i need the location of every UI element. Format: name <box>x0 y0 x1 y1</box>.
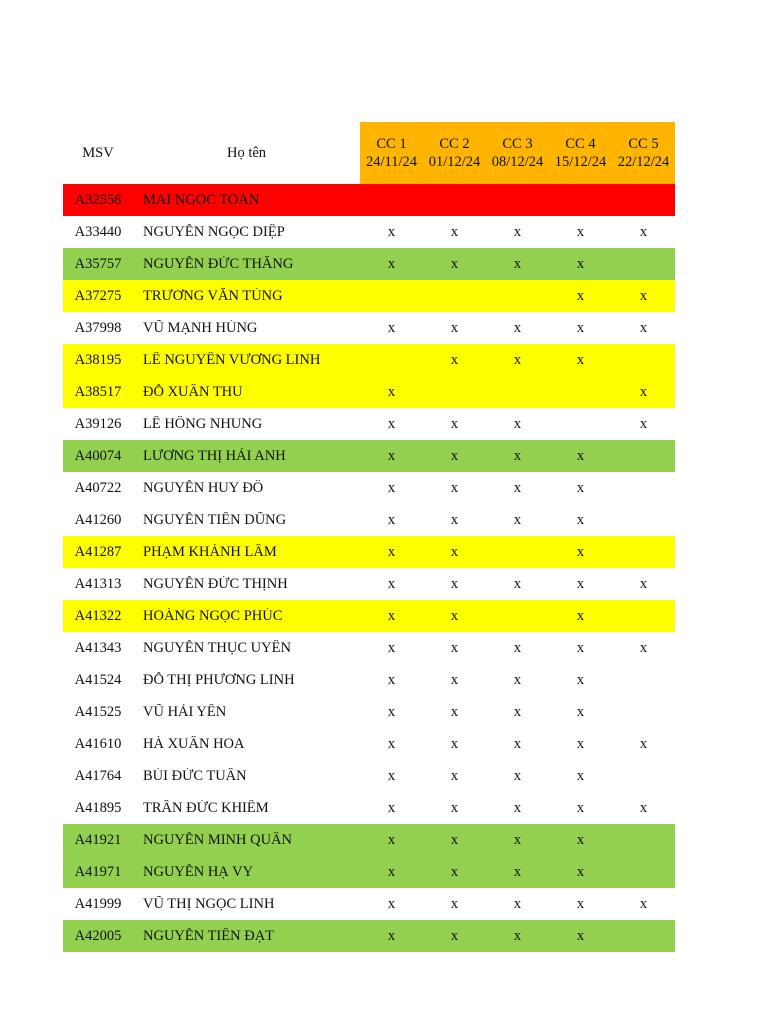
cell-session-4[interactable]: x <box>576 351 585 368</box>
cell-session-3[interactable]: x <box>513 447 522 464</box>
header-session-4[interactable] <box>549 122 612 184</box>
header-session-3[interactable] <box>486 122 549 184</box>
cell-session-2[interactable]: x <box>450 543 459 560</box>
cell-msv[interactable]: A41764 <box>74 767 122 784</box>
cell-name[interactable]: VŨ THỊ NGỌC LINH <box>143 895 275 912</box>
cell-msv[interactable]: A33440 <box>74 223 122 240</box>
cell-name[interactable]: VŨ HẢI YẾN <box>143 703 227 720</box>
table-row <box>63 216 675 248</box>
cell-session-1[interactable]: x <box>387 927 396 944</box>
cell-session-4[interactable]: x <box>576 703 585 720</box>
session-date: 08/12/24 <box>491 154 544 170</box>
cell-session-1[interactable]: x <box>387 703 396 720</box>
cell-session-5[interactable]: x <box>639 639 648 656</box>
table-row <box>63 568 675 600</box>
cell-session-3[interactable]: x <box>513 799 522 816</box>
table-row <box>63 600 675 632</box>
table-row <box>63 344 675 376</box>
table-row <box>63 728 675 760</box>
cell-name[interactable]: LÊ HỒNG NHUNG <box>143 415 263 432</box>
cell-session-2[interactable]: x <box>450 639 459 656</box>
cell-session-4[interactable]: x <box>576 511 585 528</box>
table-row <box>63 664 675 696</box>
table-row <box>63 696 675 728</box>
cell-msv[interactable]: A41971 <box>74 863 122 880</box>
session-label: CC 2 <box>439 136 470 152</box>
cell-msv[interactable]: A41313 <box>74 575 122 592</box>
header-msv[interactable]: MSV <box>82 144 114 161</box>
table-row <box>63 856 675 888</box>
cell-session-5[interactable]: x <box>639 735 648 752</box>
cell-session-2[interactable]: x <box>450 607 459 624</box>
table-row <box>63 280 675 312</box>
cell-name[interactable]: NGUYỄN HUY ĐÔ <box>143 479 264 496</box>
table-row <box>63 248 675 280</box>
cell-session-5[interactable]: x <box>639 223 648 240</box>
cell-session-1[interactable]: x <box>387 255 396 272</box>
cell-session-2[interactable]: x <box>450 255 459 272</box>
cell-msv[interactable]: A41999 <box>74 895 122 912</box>
cell-session-1[interactable]: x <box>387 575 396 592</box>
cell-session-4[interactable]: x <box>576 223 585 240</box>
cell-session-4[interactable]: x <box>576 607 585 624</box>
table-row <box>63 888 675 920</box>
cell-session-2[interactable]: x <box>450 799 459 816</box>
session-date: 15/12/24 <box>554 154 607 170</box>
header-row <box>63 122 675 184</box>
session-label: CC 1 <box>376 136 407 152</box>
cell-session-4[interactable]: x <box>576 319 585 336</box>
cell-session-2[interactable]: x <box>450 735 459 752</box>
cell-session-3[interactable]: x <box>513 511 522 528</box>
cell-name[interactable]: BÙI ĐỨC TUẤN <box>143 767 247 784</box>
cell-msv[interactable]: A40074 <box>74 447 122 464</box>
cell-session-2[interactable]: x <box>450 511 459 528</box>
cell-session-3[interactable]: x <box>513 319 522 336</box>
session-label: CC 5 <box>628 136 659 152</box>
table-row <box>63 312 675 344</box>
cell-session-3[interactable]: x <box>513 671 522 688</box>
cell-session-2[interactable]: x <box>450 447 459 464</box>
cell-session-2[interactable]: x <box>450 671 459 688</box>
cell-session-4[interactable]: x <box>576 799 585 816</box>
cell-name[interactable]: NGUYỄN ĐỨC THỊNH <box>143 575 288 592</box>
cell-session-3[interactable]: x <box>513 223 522 240</box>
table-row <box>63 440 675 472</box>
cell-msv[interactable]: A38195 <box>74 351 122 368</box>
cell-msv[interactable]: A40722 <box>74 479 122 496</box>
cell-session-2[interactable]: x <box>450 831 459 848</box>
cell-session-2[interactable]: x <box>450 895 459 912</box>
cell-session-4[interactable]: x <box>576 575 585 592</box>
table-row <box>63 632 675 664</box>
cell-session-2[interactable]: x <box>450 863 459 880</box>
cell-session-5[interactable]: x <box>639 287 648 304</box>
cell-msv[interactable]: A41343 <box>74 639 122 656</box>
table-row <box>63 184 675 216</box>
cell-session-4[interactable]: x <box>576 639 585 656</box>
table-row <box>63 472 675 504</box>
cell-session-3[interactable]: x <box>513 351 522 368</box>
cell-name[interactable]: NGUYỄN THỤC UYÊN <box>143 639 291 656</box>
cell-name[interactable]: NGUYỄN TIẾN DŨNG <box>143 511 287 528</box>
header-name[interactable]: Họ tên <box>226 144 267 161</box>
table-row <box>63 824 675 856</box>
cell-msv[interactable]: A41525 <box>74 703 122 720</box>
cell-session-3[interactable]: x <box>513 415 522 432</box>
cell-msv[interactable]: A41524 <box>74 671 122 688</box>
cell-session-2[interactable]: x <box>450 479 459 496</box>
cell-session-3[interactable]: x <box>513 863 522 880</box>
header-session-2[interactable] <box>423 122 486 184</box>
session-header-block <box>360 122 675 184</box>
cell-session-4[interactable]: x <box>576 255 585 272</box>
cell-msv[interactable]: A39126 <box>74 415 122 432</box>
cell-session-1[interactable]: x <box>387 415 396 432</box>
cell-session-3[interactable]: x <box>513 703 522 720</box>
cell-session-1[interactable]: x <box>387 895 396 912</box>
cell-msv[interactable]: A32558 <box>74 191 122 208</box>
header-session-5[interactable] <box>612 122 675 184</box>
cell-session-1[interactable]: x <box>387 223 396 240</box>
cell-session-2[interactable]: x <box>450 319 459 336</box>
session-label: CC 4 <box>565 136 596 152</box>
cell-name[interactable]: MAI NGỌC TOÀN <box>143 191 260 208</box>
cell-session-1[interactable]: x <box>387 607 396 624</box>
cell-name[interactable]: HÀ XUÂN HOA <box>143 735 245 752</box>
cell-session-3[interactable]: x <box>513 767 522 784</box>
cell-session-5[interactable]: x <box>639 575 648 592</box>
cell-session-1[interactable]: x <box>387 767 396 784</box>
cell-session-3[interactable]: x <box>513 895 522 912</box>
cell-session-1[interactable]: x <box>387 447 396 464</box>
cell-name[interactable]: NGUYỄN ĐỨC THẮNG <box>143 255 294 272</box>
cell-name[interactable]: NGUYỄN HẠ VY <box>143 863 254 880</box>
cell-session-4[interactable]: x <box>576 927 585 944</box>
cell-session-3[interactable]: x <box>513 575 522 592</box>
session-date: 22/12/24 <box>617 154 670 170</box>
cell-session-4[interactable]: x <box>576 831 585 848</box>
cell-session-3[interactable]: x <box>513 927 522 944</box>
cell-session-3[interactable]: x <box>513 831 522 848</box>
cell-name[interactable]: HOÀNG NGỌC PHÚC <box>143 607 283 624</box>
table-row <box>63 376 675 408</box>
cell-session-4[interactable]: x <box>576 287 585 304</box>
cell-name[interactable]: NGUYỄN MINH QUÂN <box>143 831 293 848</box>
table-row <box>63 792 675 824</box>
cell-session-1[interactable]: x <box>387 863 396 880</box>
cell-session-1[interactable]: x <box>387 671 396 688</box>
cell-msv[interactable]: A37275 <box>74 287 122 304</box>
cell-session-4[interactable]: x <box>576 543 585 560</box>
cell-name[interactable]: VŨ MẠNH HÙNG <box>143 319 258 336</box>
cell-session-4[interactable]: x <box>576 671 585 688</box>
cell-session-5[interactable]: x <box>639 319 648 336</box>
table-row <box>63 408 675 440</box>
cell-session-3[interactable]: x <box>513 639 522 656</box>
cell-session-5[interactable]: x <box>639 383 648 400</box>
cell-msv[interactable]: A38517 <box>74 383 122 400</box>
cell-name[interactable]: ĐỖ XUÂN THU <box>143 383 243 400</box>
cell-session-4[interactable]: x <box>576 735 585 752</box>
cell-msv[interactable]: A41610 <box>74 735 122 752</box>
cell-msv[interactable]: A41322 <box>74 607 122 624</box>
cell-session-2[interactable]: x <box>450 927 459 944</box>
cell-session-4[interactable]: x <box>576 895 585 912</box>
cell-session-1[interactable]: x <box>387 383 396 400</box>
cell-session-2[interactable]: x <box>450 415 459 432</box>
cell-msv[interactable]: A41895 <box>74 799 122 816</box>
cell-session-2[interactable]: x <box>450 351 459 368</box>
table-row <box>63 504 675 536</box>
cell-session-1[interactable]: x <box>387 799 396 816</box>
cell-session-1[interactable]: x <box>387 831 396 848</box>
cell-name[interactable]: TRẦN ĐỨC KHIÊM <box>143 799 269 816</box>
cell-session-2[interactable]: x <box>450 575 459 592</box>
cell-msv[interactable]: A42005 <box>74 927 122 944</box>
cell-session-1[interactable]: x <box>387 543 396 560</box>
session-label: CC 3 <box>502 136 533 152</box>
cell-session-1[interactable]: x <box>387 511 396 528</box>
cell-session-4[interactable]: x <box>576 479 585 496</box>
cell-session-5[interactable]: x <box>639 415 648 432</box>
session-date: 01/12/24 <box>428 154 481 170</box>
cell-msv[interactable]: A37998 <box>74 319 122 336</box>
cell-name[interactable]: PHẠM KHÁNH LÂM <box>143 543 277 560</box>
table-row <box>63 536 675 568</box>
table-body <box>63 184 675 952</box>
session-date: 24/11/24 <box>365 154 418 170</box>
cell-name[interactable]: NGUYỄN TIẾN ĐẠT <box>143 927 275 944</box>
cell-name[interactable]: TRƯƠNG VĂN TÙNG <box>143 287 283 304</box>
header-session-1[interactable] <box>360 122 423 184</box>
cell-name[interactable]: ĐỖ THỊ PHƯƠNG LINH <box>143 671 295 688</box>
cell-session-2[interactable]: x <box>450 223 459 240</box>
cell-msv[interactable]: A41921 <box>74 831 122 848</box>
table-row <box>63 760 675 792</box>
cell-session-3[interactable]: x <box>513 479 522 496</box>
cell-session-3[interactable]: x <box>513 735 522 752</box>
cell-session-1[interactable]: x <box>387 319 396 336</box>
cell-name[interactable]: LÊ NGUYÊN VƯƠNG LINH <box>143 351 321 368</box>
cell-session-4[interactable]: x <box>576 447 585 464</box>
cell-session-4[interactable]: x <box>576 863 585 880</box>
table-row <box>63 920 675 952</box>
cell-session-2[interactable]: x <box>450 703 459 720</box>
cell-session-2[interactable]: x <box>450 767 459 784</box>
cell-name[interactable]: NGUYỄN NGỌC DIỆP <box>143 223 285 240</box>
cell-session-3[interactable]: x <box>513 255 522 272</box>
cell-session-1[interactable]: x <box>387 479 396 496</box>
cell-session-5[interactable]: x <box>639 895 648 912</box>
cell-session-1[interactable]: x <box>387 639 396 656</box>
cell-msv[interactable]: A41287 <box>74 543 122 560</box>
cell-session-4[interactable]: x <box>576 767 585 784</box>
cell-session-5[interactable]: x <box>639 799 648 816</box>
cell-session-1[interactable]: x <box>387 735 396 752</box>
cell-msv[interactable]: A35757 <box>74 255 122 272</box>
cell-name[interactable]: LƯƠNG THỊ HẢI ANH <box>143 447 286 464</box>
attendance-table <box>63 122 675 952</box>
cell-msv[interactable]: A41260 <box>74 511 122 528</box>
